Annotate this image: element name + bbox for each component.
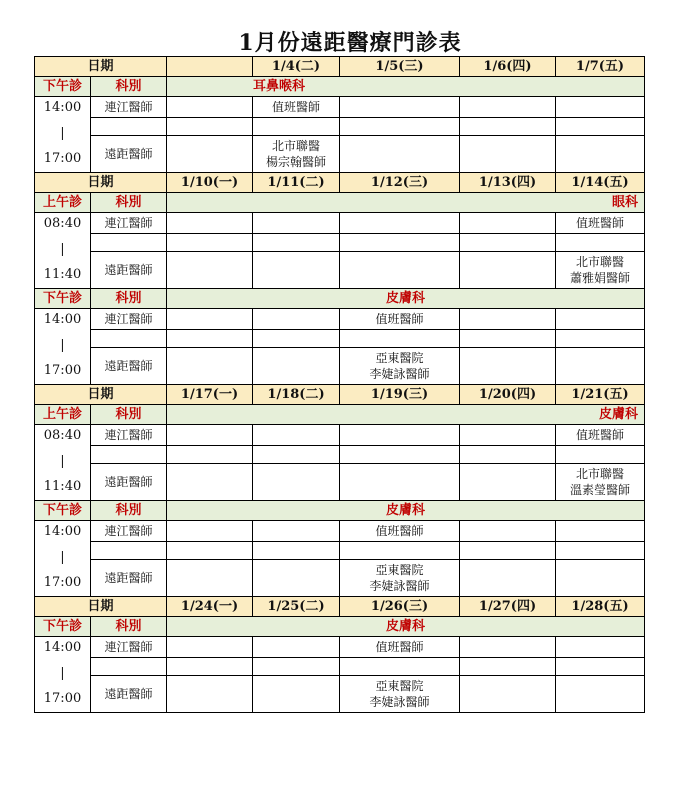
time-separator: | [60,453,65,469]
time-separator: | [60,337,65,353]
session-time-range [34,520,91,597]
empty-cell [166,463,253,501]
duty-doctor-cell: 值班醫師 [555,424,645,446]
empty-cell [339,541,460,560]
date-header-cell: 1/24(一) [166,596,253,617]
time-separator: | [60,125,65,141]
empty-cell [459,251,556,289]
empty-cell [555,96,645,118]
session-end-time: 17:00 [43,363,82,379]
empty-cell [252,347,340,385]
empty-cell [252,541,340,560]
empty-cell [555,445,645,464]
date-header-cell: 1/4(二) [252,56,340,77]
date-header-cell: 1/18(二) [252,384,340,405]
empty-cell [555,636,645,658]
session-time-range [34,212,91,289]
empty-cell [339,117,460,136]
session-start-time: 14:00 [43,312,82,327]
remote-doctor-label: 遠距醫師 [90,463,167,501]
specialty-name: 皮膚科 [166,288,645,309]
empty-cell [90,541,167,560]
empty-cell [252,657,340,676]
empty-cell [252,308,340,330]
empty-cell [166,96,253,118]
department-label: 科別 [90,616,167,637]
empty-cell [459,96,556,118]
empty-cell [555,675,645,713]
empty-cell [555,541,645,560]
date-header-cell: 1/28(五) [555,596,645,617]
session-time-range [34,424,91,501]
session-start-time: 14:00 [43,524,82,539]
specialty-name: 皮膚科 [166,616,645,637]
date-header-cell: 1/20(四) [459,384,556,405]
remote-doctor-cell: 北市聯醫 楊宗翰醫師 [252,135,340,173]
session-end-time: 11:40 [43,267,82,283]
empty-cell [252,251,340,289]
empty-cell [166,424,253,446]
date-header-cell: 1/7(五) [555,56,645,77]
empty-cell [459,636,556,658]
date-header-cell: 1/13(四) [459,172,556,193]
empty-cell [459,445,556,464]
empty-cell [339,212,460,234]
empty-cell [252,520,340,542]
empty-cell [555,347,645,385]
empty-cell [339,329,460,348]
empty-cell [252,636,340,658]
lianjiang-doctor-label: 連江醫師 [90,636,167,658]
time-separator: | [60,665,65,681]
empty-cell [252,424,340,446]
specialty-name: 皮膚科 [166,404,645,425]
session-time-range [34,308,91,385]
empty-cell [459,463,556,501]
department-label: 科別 [90,288,167,309]
date-header-cell: 1/14(五) [555,172,645,193]
empty-cell [555,657,645,676]
session-label: 下午診 [34,288,91,309]
duty-doctor-cell: 值班醫師 [339,520,460,542]
department-label: 科別 [90,404,167,425]
empty-cell [459,675,556,713]
remote-doctor-label: 遠距醫師 [90,251,167,289]
remote-doctor-label: 遠距醫師 [90,135,167,173]
date-header-cell: 1/19(三) [339,384,460,405]
empty-cell [459,657,556,676]
remote-doctor-cell: 亞東醫院 李婕詠醫師 [339,675,460,713]
empty-cell [339,445,460,464]
session-start-time: 14:00 [43,640,82,655]
session-label: 下午診 [34,616,91,637]
empty-cell [555,329,645,348]
department-label: 科別 [90,76,167,97]
remote-doctor-cell: 北市聯醫 溫素瑩醫師 [555,463,645,501]
session-label: 上午診 [34,192,91,213]
department-label: 科別 [90,192,167,213]
empty-cell [339,96,460,118]
date-header-label: 日期 [34,596,167,617]
empty-cell [90,445,167,464]
session-end-time: 17:00 [43,575,82,591]
remote-doctor-cell: 北市聯醫 蕭雅娟醫師 [555,251,645,289]
empty-cell [166,520,253,542]
empty-cell [166,308,253,330]
empty-cell [555,559,645,597]
empty-cell [252,675,340,713]
empty-cell [252,329,340,348]
empty-cell [252,212,340,234]
empty-cell [166,445,253,464]
empty-cell [459,541,556,560]
empty-cell [339,135,460,173]
empty-cell [166,675,253,713]
date-header-label: 日期 [34,384,167,405]
session-label: 上午診 [34,404,91,425]
session-start-time: 08:40 [43,428,82,443]
duty-doctor-cell: 值班醫師 [252,96,340,118]
empty-cell [252,117,340,136]
empty-cell [252,559,340,597]
empty-cell [166,233,253,252]
date-header-cell: 1/11(二) [252,172,340,193]
clinic-schedule-table [35,57,645,749]
session-end-time: 11:40 [43,479,82,495]
empty-cell [459,559,556,597]
empty-cell [166,135,253,173]
empty-cell [166,329,253,348]
empty-cell [166,541,253,560]
page-title: 1月份遠距醫療門診表 [238,30,462,56]
date-header-cell: 1/5(三) [339,56,460,77]
session-label: 下午診 [34,500,91,521]
date-header-cell [166,56,253,77]
date-header-cell: 1/17(一) [166,384,253,405]
remote-doctor-cell: 亞東醫院 李婕詠醫師 [339,347,460,385]
session-end-time: 17:00 [43,691,82,707]
session-time-range [34,96,91,173]
empty-cell [252,445,340,464]
date-header-cell: 1/26(三) [339,596,460,617]
lianjiang-doctor-label: 連江醫師 [90,308,167,330]
empty-cell [339,657,460,676]
specialty-name: 皮膚科 [166,500,645,521]
empty-cell [339,463,460,501]
empty-cell [166,636,253,658]
empty-cell [166,117,253,136]
date-header-cell: 1/6(四) [459,56,556,77]
date-header-label: 日期 [34,172,167,193]
empty-cell [90,117,167,136]
empty-cell [90,329,167,348]
empty-cell [459,329,556,348]
empty-cell [166,251,253,289]
empty-cell [555,520,645,542]
department-label: 科別 [90,500,167,521]
duty-doctor-cell: 值班醫師 [555,212,645,234]
remote-doctor-label: 遠距醫師 [90,559,167,597]
lianjiang-doctor-label: 連江醫師 [90,212,167,234]
session-end-time: 17:00 [43,151,82,167]
empty-cell [166,559,253,597]
empty-cell [339,233,460,252]
remote-doctor-label: 遠距醫師 [90,347,167,385]
lianjiang-doctor-label: 連江醫師 [90,520,167,542]
time-separator: | [60,549,65,565]
empty-cell [339,424,460,446]
lianjiang-doctor-label: 連江醫師 [90,96,167,118]
specialty-name: 耳鼻喉科 [166,76,645,97]
remote-doctor-label: 遠距醫師 [90,675,167,713]
empty-cell [339,251,460,289]
empty-cell [459,212,556,234]
empty-cell [166,212,253,234]
empty-cell [459,424,556,446]
empty-cell [555,135,645,173]
empty-cell [459,135,556,173]
empty-cell [90,657,167,676]
time-separator: | [60,241,65,257]
date-header-cell: 1/10(一) [166,172,253,193]
session-time-range [34,636,91,713]
empty-cell [459,347,556,385]
remote-doctor-cell: 亞東醫院 李婕詠醫師 [339,559,460,597]
empty-cell [555,233,645,252]
date-header-label: 日期 [34,56,167,77]
empty-cell [166,657,253,676]
session-label: 下午診 [34,76,91,97]
date-header-cell: 1/27(四) [459,596,556,617]
date-header-cell: 1/25(二) [252,596,340,617]
empty-cell [252,233,340,252]
empty-cell [555,117,645,136]
empty-cell [459,117,556,136]
empty-cell [459,308,556,330]
specialty-name: 眼科 [166,192,645,213]
empty-cell [459,233,556,252]
lianjiang-doctor-label: 連江醫師 [90,424,167,446]
empty-cell [90,233,167,252]
date-header-cell: 1/12(三) [339,172,460,193]
empty-cell [252,463,340,501]
duty-doctor-cell: 值班醫師 [339,636,460,658]
empty-cell [166,347,253,385]
empty-cell [459,520,556,542]
duty-doctor-cell: 值班醫師 [339,308,460,330]
empty-cell [555,308,645,330]
date-header-cell: 1/21(五) [555,384,645,405]
session-start-time: 08:40 [43,216,82,231]
session-start-time: 14:00 [43,100,82,115]
